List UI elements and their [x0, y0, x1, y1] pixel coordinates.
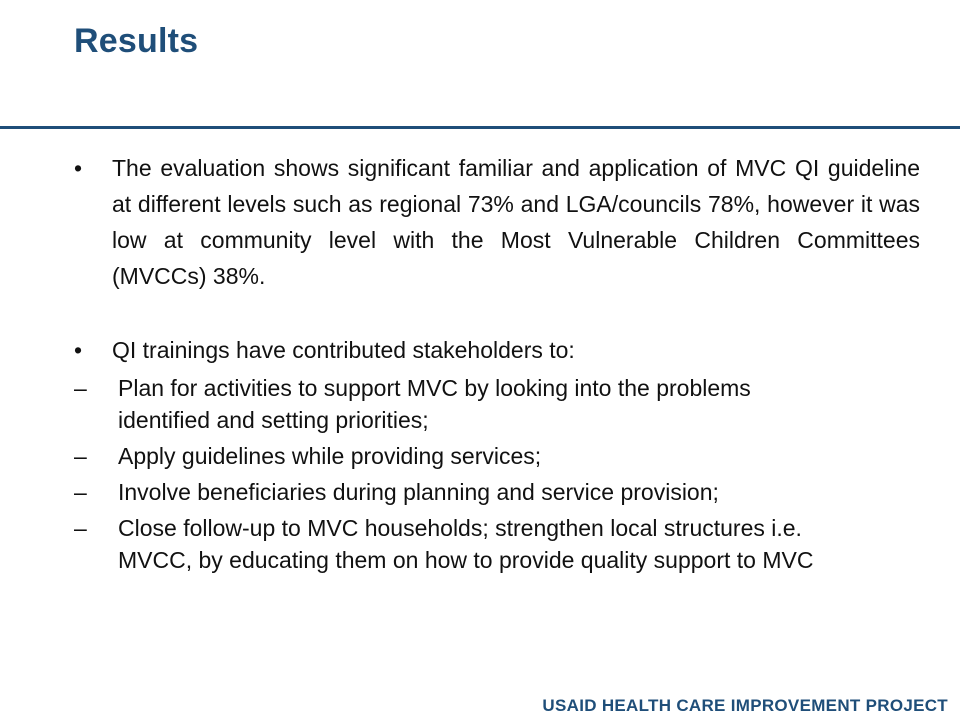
sub-bullet-marker: – [74, 479, 87, 505]
bullet-item-evaluation [74, 150, 920, 294]
sub-bullet-item [74, 476, 838, 508]
sub-bullet-marker: – [74, 515, 87, 541]
bullet-item-trainings [74, 332, 920, 368]
bullet-text: The evaluation shows significant familiar and application of MVC QI guideline at different levels such as regional 73% and LGA/councils 78%, however it was low at community level with the Most Vulnerable Children Committees (MVCCs) 38%. [112, 155, 920, 289]
sub-bullet-text: Close follow-up to MVC households; strengthen local structures i.e. MVCC, by educating them on how to provide quality support to MVC [118, 515, 814, 573]
bullet-text: QI trainings have contributed stakeholders to: [112, 337, 575, 363]
sub-bullet-item [74, 512, 838, 576]
bullet-list [74, 150, 920, 576]
footer-project-name: USAID HEALTH CARE IMPROVEMENT PROJECT [542, 696, 948, 715]
sub-bullet-text: Apply guidelines while providing services; [118, 443, 542, 469]
sub-bullet-text: Involve beneficiaries during planning and service provision; [118, 479, 719, 505]
sub-bullet-item [74, 440, 838, 472]
title-divider [0, 126, 960, 129]
sub-bullet-list [74, 372, 920, 576]
slide-title: Results [74, 22, 199, 60]
sub-bullet-text: Plan for activities to support MVC by looking into the problems identified and setting priorities; [118, 375, 751, 433]
sub-bullet-item [74, 372, 838, 436]
sub-bullet-marker: – [74, 443, 87, 469]
sub-bullet-marker: – [74, 375, 87, 401]
bullet-marker: • [74, 337, 83, 363]
bullet-marker: • [74, 155, 83, 181]
